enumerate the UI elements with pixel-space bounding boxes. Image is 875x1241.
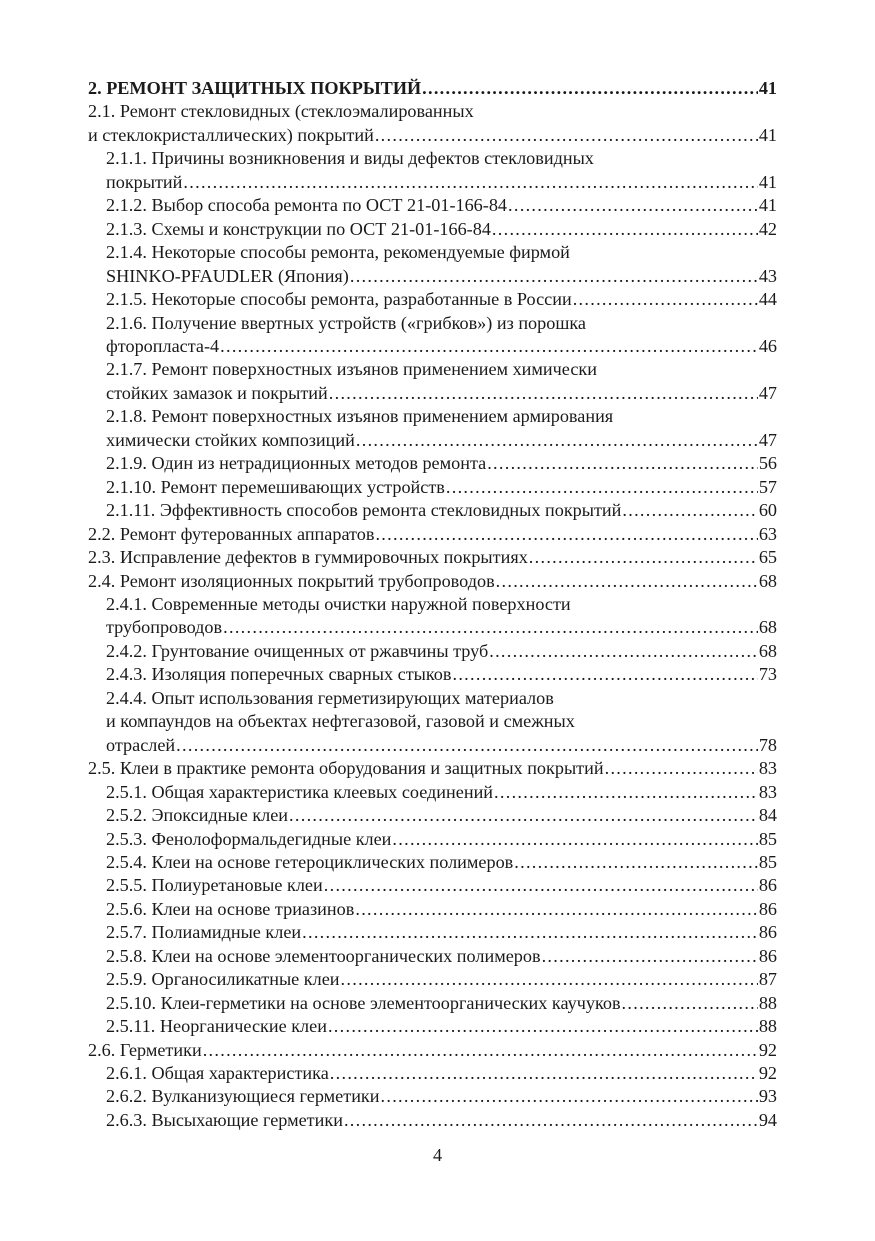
dot-leader bbox=[344, 1109, 758, 1132]
toc-entry-title: 2.5.4. Клеи на основе гетероциклических полимеров bbox=[106, 851, 514, 872]
toc-page-number: 46 bbox=[758, 335, 777, 356]
toc-entry[interactable] bbox=[88, 640, 777, 663]
toc-entry-line bbox=[106, 828, 777, 851]
toc-page-number: 86 bbox=[758, 922, 777, 943]
toc-entry-line bbox=[88, 124, 777, 147]
toc-entry-title: 2.5.2. Эпоксидные клеи bbox=[106, 805, 289, 826]
toc-page-number: 86 bbox=[758, 875, 777, 896]
toc-entry[interactable] bbox=[88, 100, 777, 147]
toc-entry[interactable] bbox=[88, 1109, 777, 1132]
toc-entry-title: 2.5.1. Общая характеристика клеевых соединений bbox=[106, 781, 494, 802]
toc-entry-line bbox=[106, 968, 777, 991]
toc-entry[interactable] bbox=[88, 218, 777, 241]
toc-entry[interactable] bbox=[88, 241, 777, 288]
toc-entry-line bbox=[106, 640, 777, 663]
toc-entry-title: 2.1.8. Ремонт поверхностных изъянов применением армирования bbox=[106, 406, 614, 427]
dot-leader bbox=[341, 968, 758, 991]
toc-entry-title: отраслей bbox=[106, 734, 176, 755]
toc-entry[interactable] bbox=[88, 945, 777, 968]
toc-entry[interactable] bbox=[88, 523, 777, 546]
toc-entry-title: 2.5.9. Органосиликатные клеи bbox=[106, 969, 340, 990]
toc-entry-title: фторопласта-4 bbox=[106, 335, 220, 356]
dot-leader bbox=[220, 335, 758, 358]
toc-entry[interactable] bbox=[88, 781, 777, 804]
dot-leader bbox=[494, 781, 758, 804]
toc-page-number: 43 bbox=[758, 265, 777, 286]
toc-entry-title: 2.4. Ремонт изоляционных покрытий трубопроводов bbox=[88, 570, 495, 591]
dot-leader bbox=[496, 570, 758, 593]
toc-entry-title: и компаундов на объектах нефтегазовой, газовой и смежных bbox=[106, 711, 575, 732]
toc-entry-title: 2.4.3. Изоляция поперечных сварных стыков bbox=[106, 664, 452, 685]
dot-leader bbox=[452, 663, 757, 686]
toc-entry[interactable] bbox=[88, 593, 777, 640]
dot-leader bbox=[605, 757, 758, 780]
toc-entry[interactable] bbox=[88, 358, 777, 405]
toc-entry[interactable] bbox=[88, 663, 777, 686]
toc-page-number: 65 bbox=[758, 547, 777, 568]
dot-leader bbox=[446, 476, 758, 499]
toc-page-number: 42 bbox=[758, 218, 777, 239]
dot-leader bbox=[422, 77, 758, 100]
toc-page-number: 85 bbox=[758, 828, 777, 849]
toc-entry-title: покрытий bbox=[106, 171, 183, 192]
toc-page-number: 78 bbox=[758, 734, 777, 755]
toc-entry-line bbox=[88, 100, 777, 123]
toc-entry-line bbox=[106, 405, 777, 428]
toc-page-number: 85 bbox=[758, 851, 777, 872]
toc-entry-title: 2.2. Ремонт футерованных аппаратов bbox=[88, 523, 375, 544]
toc-entry-line bbox=[88, 1039, 777, 1062]
toc-entry-title: 2. РЕМОНТ ЗАЩИТНЫХ ПОКРЫТИЙ bbox=[88, 78, 422, 98]
toc-entry[interactable] bbox=[88, 499, 777, 522]
toc-entry-title: 2.4.2. Грунтование очищенных от ржавчины труб bbox=[106, 640, 489, 661]
toc-entry-line bbox=[106, 358, 777, 381]
toc-page-number: 92 bbox=[758, 1039, 777, 1060]
toc-entry[interactable] bbox=[88, 312, 777, 359]
dot-leader bbox=[350, 265, 758, 288]
toc-page-number: 41 bbox=[758, 124, 777, 145]
dot-leader bbox=[302, 921, 758, 944]
toc-entry-line bbox=[106, 194, 777, 217]
toc-page-number: 93 bbox=[758, 1086, 777, 1107]
toc-page-number: 41 bbox=[758, 195, 777, 216]
dot-leader bbox=[489, 640, 758, 663]
toc-entry-title: 2.5. Клеи в практике ремонта оборудования и защитных покрытий bbox=[88, 758, 604, 779]
toc-entry-title: 2.6.3. Высыхающие герметики bbox=[106, 1109, 343, 1130]
toc-entry-line bbox=[106, 476, 777, 499]
toc-entry[interactable] bbox=[88, 804, 777, 827]
toc-entry-title: 2.4.1. Современные методы очистки наружной поверхности bbox=[106, 593, 571, 614]
dot-leader bbox=[183, 171, 757, 194]
toc-entry-title: SHINKO-PFAUDLER (Япония) bbox=[106, 265, 349, 286]
toc-entry-title: 2.1.5. Некоторые способы ремонта, разработанные в России bbox=[106, 289, 572, 310]
toc-entry-line bbox=[88, 523, 777, 546]
dot-leader bbox=[203, 1039, 758, 1062]
toc-entry-line bbox=[106, 218, 777, 241]
toc-entry-title: химически стойких композиций bbox=[106, 429, 355, 450]
toc-page-number: 88 bbox=[758, 992, 777, 1013]
dot-leader bbox=[375, 124, 758, 147]
dot-leader bbox=[622, 499, 757, 522]
toc-entry-title: 2.6.1. Общая характеристика bbox=[106, 1063, 329, 1084]
toc-page-number: 57 bbox=[758, 476, 777, 497]
toc-entry-title: 2.1.7. Ремонт поверхностных изъянов применением химически bbox=[106, 359, 597, 380]
toc-entry-line bbox=[106, 171, 777, 194]
toc-entry-title: 2.1.6. Получение ввертных устройств («грибков») из порошка bbox=[106, 312, 586, 333]
toc-entry-line bbox=[106, 265, 777, 288]
toc-page-number: 41 bbox=[758, 171, 777, 192]
toc-entry[interactable] bbox=[88, 1039, 777, 1062]
page-number: 4 bbox=[432, 1145, 443, 1165]
toc-page-number: 73 bbox=[758, 664, 777, 685]
toc-entry[interactable] bbox=[88, 851, 777, 874]
dot-leader bbox=[529, 546, 758, 569]
dot-leader bbox=[514, 851, 758, 874]
toc-entry[interactable] bbox=[88, 828, 777, 851]
toc-entry-line bbox=[106, 1085, 777, 1108]
dot-leader bbox=[487, 452, 758, 475]
toc-page-number: 44 bbox=[758, 289, 777, 310]
toc-entry-title: 2.5.8. Клеи на основе элементоорганических полимеров bbox=[106, 945, 541, 966]
toc-entry-title: 2.5.11. Неорганические клеи bbox=[106, 1016, 327, 1037]
toc-entry-title: трубопроводов bbox=[106, 617, 223, 638]
toc-entry-title: 2.1.4. Некоторые способы ремонта, рекомендуемые фирмой bbox=[106, 242, 570, 263]
toc-page-number: 83 bbox=[758, 758, 777, 779]
toc-entry[interactable] bbox=[88, 570, 777, 593]
toc-entry-title: 2.5.5. Полиуретановые клеи bbox=[106, 875, 323, 896]
toc-entry-title: 2.4.4. Опыт использования герметизирующих материалов bbox=[106, 687, 554, 708]
toc-entry[interactable] bbox=[88, 1062, 777, 1085]
toc-page-number: 92 bbox=[758, 1063, 777, 1084]
dot-leader bbox=[573, 288, 758, 311]
toc-entry-line bbox=[88, 546, 777, 569]
toc-entry-title: и стеклокристаллических) покрытий bbox=[88, 124, 374, 145]
toc-entry[interactable] bbox=[88, 1015, 777, 1038]
dot-leader bbox=[328, 1015, 758, 1038]
toc-entry[interactable] bbox=[88, 1085, 777, 1108]
toc-entry-line bbox=[106, 335, 777, 358]
toc-entry-title: 2.3. Исправление дефектов в гуммировочных покрытиях bbox=[88, 547, 528, 568]
toc-entry-title: стойких замазок и покрытий bbox=[106, 382, 328, 403]
toc-entry-line bbox=[106, 804, 777, 827]
toc-entry-title: 2.1.11. Эффективность способов ремонта стекловидных покрытий bbox=[106, 500, 622, 521]
toc-entry-line bbox=[106, 1015, 777, 1038]
toc-entry-line bbox=[106, 874, 777, 897]
toc-entry[interactable] bbox=[88, 476, 777, 499]
toc-entry-line bbox=[106, 1109, 777, 1132]
toc-entry[interactable] bbox=[88, 992, 777, 1015]
dot-leader bbox=[355, 898, 757, 921]
toc-entry-title: 2.6. Герметики bbox=[88, 1039, 202, 1060]
toc-entry-line bbox=[106, 593, 777, 616]
toc-entry-line bbox=[106, 898, 777, 921]
toc-page-number: 56 bbox=[758, 453, 777, 474]
toc-entry[interactable] bbox=[88, 147, 777, 194]
toc-entry[interactable] bbox=[88, 874, 777, 897]
toc-entry[interactable] bbox=[88, 77, 777, 100]
toc-entry-line bbox=[88, 570, 777, 593]
dot-leader bbox=[542, 945, 758, 968]
toc-page-number: 86 bbox=[758, 898, 777, 919]
toc-entry[interactable] bbox=[88, 757, 777, 780]
dot-leader bbox=[223, 616, 758, 639]
toc-entry-line bbox=[88, 757, 777, 780]
toc-entry-line bbox=[106, 499, 777, 522]
dot-leader bbox=[329, 382, 758, 405]
toc-page-number: 86 bbox=[758, 945, 777, 966]
toc-page-number: 60 bbox=[758, 500, 777, 521]
dot-leader bbox=[324, 874, 758, 897]
dot-leader bbox=[330, 1062, 758, 1085]
toc-entry[interactable] bbox=[88, 194, 777, 217]
toc-entry-line bbox=[106, 781, 777, 804]
toc-entry-title: 2.5.3. Фенолоформальдегидные клеи bbox=[106, 828, 392, 849]
dot-leader bbox=[622, 992, 758, 1015]
toc-entry-title: 2.1. Ремонт стекловидных (стеклоэмалированных bbox=[88, 101, 474, 122]
toc-entry-line bbox=[106, 452, 777, 475]
dot-leader bbox=[356, 429, 758, 452]
toc-page-number: 63 bbox=[758, 523, 777, 544]
toc-entry-line bbox=[106, 241, 777, 264]
toc-entry-line bbox=[106, 616, 777, 639]
toc-entry-line bbox=[88, 77, 777, 100]
toc-entry[interactable] bbox=[88, 898, 777, 921]
toc-page-number: 68 bbox=[758, 570, 777, 591]
toc-page-number: 87 bbox=[758, 969, 777, 990]
toc-entry-line bbox=[106, 382, 777, 405]
dot-leader bbox=[508, 194, 758, 217]
toc-entry-title: 2.1.3. Схемы и конструкции по ОСТ 21-01-166-84 bbox=[106, 218, 491, 239]
toc-page-number: 84 bbox=[758, 805, 777, 826]
toc-entry-line bbox=[106, 288, 777, 311]
toc-entry-line bbox=[106, 663, 777, 686]
toc-page-number: 83 bbox=[758, 781, 777, 802]
toc-entry-title: 2.6.2. Вулканизующиеся герметики bbox=[106, 1086, 380, 1107]
toc-entry-line bbox=[106, 429, 777, 452]
toc-entry-line bbox=[106, 992, 777, 1015]
toc-entry-line bbox=[106, 921, 777, 944]
toc-page-number: 68 bbox=[758, 617, 777, 638]
table-of-contents bbox=[88, 77, 777, 1132]
toc-entry[interactable] bbox=[88, 288, 777, 311]
toc-entry-title: 2.5.6. Клеи на основе триазинов bbox=[106, 898, 355, 919]
dot-leader bbox=[289, 804, 758, 827]
toc-entry[interactable] bbox=[88, 405, 777, 452]
toc-entry[interactable] bbox=[88, 452, 777, 475]
dot-leader bbox=[392, 828, 757, 851]
toc-page-number: 88 bbox=[758, 1016, 777, 1037]
dot-leader bbox=[176, 734, 758, 757]
toc-entry-title: 2.1.10. Ремонт перемешивающих устройств bbox=[106, 476, 445, 497]
toc-page-number: 41 bbox=[758, 78, 777, 98]
toc-page-number: 94 bbox=[758, 1109, 777, 1130]
toc-entry-title: 2.1.9. Один из нетрадиционных методов ремонта bbox=[106, 453, 487, 474]
toc-entry[interactable] bbox=[88, 687, 777, 757]
toc-entry-line bbox=[106, 687, 777, 710]
toc-entry-title: 2.5.7. Полиамидные клеи bbox=[106, 922, 302, 943]
toc-page-number: 68 bbox=[758, 640, 777, 661]
toc-entry-line bbox=[106, 147, 777, 170]
toc-entry-line bbox=[106, 1062, 777, 1085]
toc-entry-title: 2.1.2. Выбор способа ремонта по ОСТ 21-01-166-84 bbox=[106, 195, 508, 216]
toc-entry-line bbox=[106, 945, 777, 968]
toc-entry[interactable] bbox=[88, 968, 777, 991]
toc-entry[interactable] bbox=[88, 921, 777, 944]
dot-leader bbox=[492, 218, 758, 241]
toc-entry[interactable] bbox=[88, 546, 777, 569]
toc-entry-title: 2.1.1. Причины возникновения и виды дефектов стекловидных bbox=[106, 148, 594, 169]
dot-leader bbox=[375, 523, 757, 546]
toc-entry-line bbox=[106, 734, 777, 757]
toc-entry-title: 2.5.10. Клеи-герметики на основе элементоорганических каучуков bbox=[106, 992, 621, 1013]
toc-entry-line bbox=[106, 710, 777, 733]
toc-entry-line bbox=[106, 312, 777, 335]
dot-leader bbox=[381, 1085, 758, 1108]
toc-page-number: 47 bbox=[758, 429, 777, 450]
toc-page-number: 47 bbox=[758, 382, 777, 403]
toc-entry-line bbox=[106, 851, 777, 874]
